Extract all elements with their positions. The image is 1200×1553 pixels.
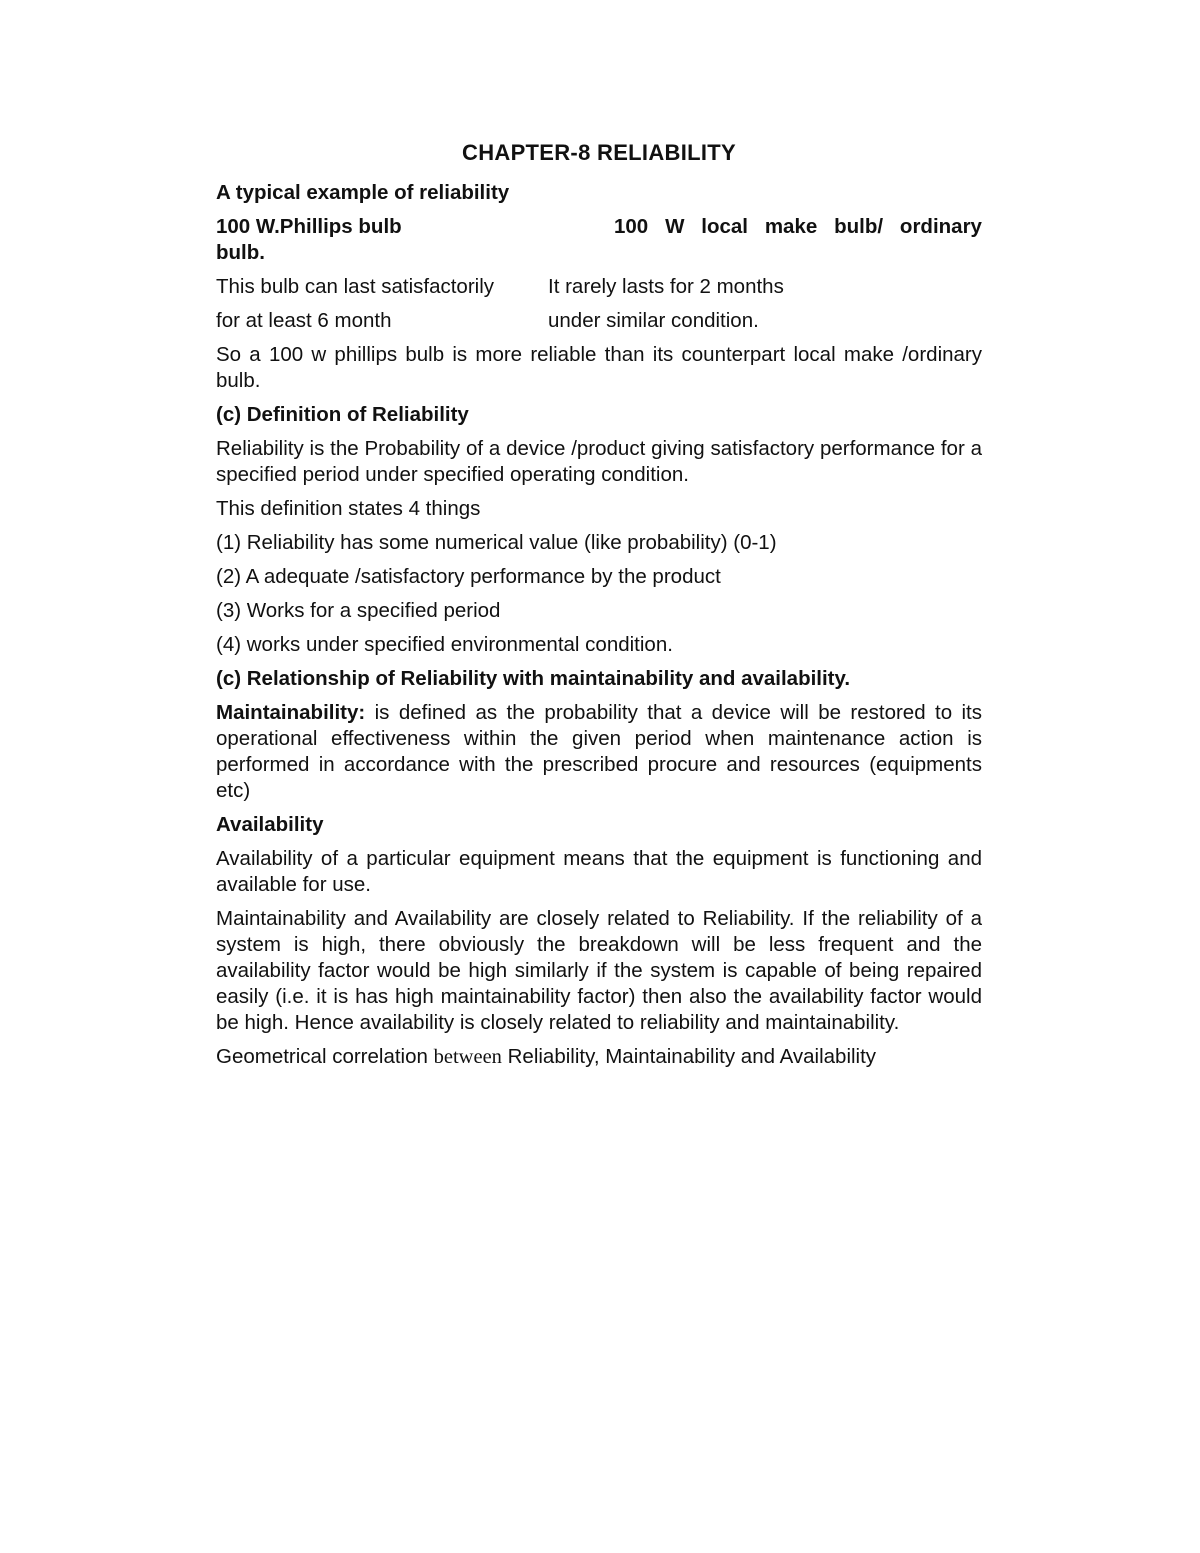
heading-word: ordinary (899, 215, 982, 238)
definition-intro: This definition states 4 things (216, 497, 481, 520)
definition-item: (1) Reliability has some numerical value (like probability) (0-1) (216, 531, 777, 554)
heading-word: W (665, 215, 685, 238)
comparison-row (216, 308, 982, 334)
conclusion-paragraph: So a 100 w phillips bulb is more reliable than its counterpart local make /ordinary bulb. (216, 343, 982, 392)
comparison-row (216, 274, 982, 300)
maintainability-paragraph (216, 700, 982, 804)
relationship-heading: (c) Relationship of Reliability with maintainability and availability. (216, 667, 851, 690)
maintainability-text: is defined as the probability that a device will be restored to its operational effectiveness within the given period when maintenance action is performed in accordance with the prescribed procure and resources (equipments etc) (216, 701, 982, 802)
heading-wrap: bulb. (216, 241, 265, 264)
availability-paragraph: Availability of a particular equipment means that the equipment is functioning and available for use. (216, 847, 982, 896)
local-bulb-text: It rarely lasts for 2 months (548, 275, 784, 298)
availability-heading: Availability (216, 813, 324, 836)
definition-item: (4) works under specified environmental condition. (216, 633, 673, 656)
definition-item: (2) A adequate /satisfactory performance by the product (216, 565, 721, 588)
closing-part: Geometrical correlation (216, 1045, 434, 1068)
phillips-bulb-text: This bulb can last satisfactorily (216, 275, 495, 298)
heading-word: bulb/ (834, 215, 884, 238)
chapter-title: CHAPTER-8 RELIABILITY (462, 140, 736, 165)
definition-item: (3) Works for a specified period (216, 599, 501, 622)
definition-paragraph: Reliability is the Probability of a device /product giving satisfactory performance for a specified period under specified operating condition. (216, 437, 982, 486)
closing-part: Reliability, Maintainability and Availability (501, 1045, 877, 1068)
phillips-bulb-text: for at least 6 month (216, 309, 392, 332)
maintainability-label: Maintainability: (216, 701, 366, 724)
definition-heading: (c) Definition of Reliability (216, 403, 469, 426)
heading-word: make (764, 215, 818, 238)
relation-paragraph: Maintainability and Availability are closely related to Reliability. If the reliability of a system is high, there obviously the breakdown will be less frequent and the availability factor would be high similarly if the system is capable of being repaired easily (i.e. it is has high maintainability factor) then also the availability factor would be high. Hence availability is closely related to reliability and maintainability. (216, 907, 982, 1034)
local-bulb-text: under similar condition. (548, 309, 759, 332)
document-page (216, 140, 982, 1078)
local-bulb-heading (614, 214, 982, 240)
closing-line (216, 1044, 982, 1070)
heading-word: 100 (614, 215, 649, 238)
comparison-header (216, 214, 982, 266)
heading-word: local (701, 215, 748, 238)
closing-part: between (433, 1046, 502, 1068)
phillips-bulb-heading: 100 W.Phillips bulb (216, 215, 402, 238)
example-heading: A typical example of reliability (216, 181, 510, 204)
